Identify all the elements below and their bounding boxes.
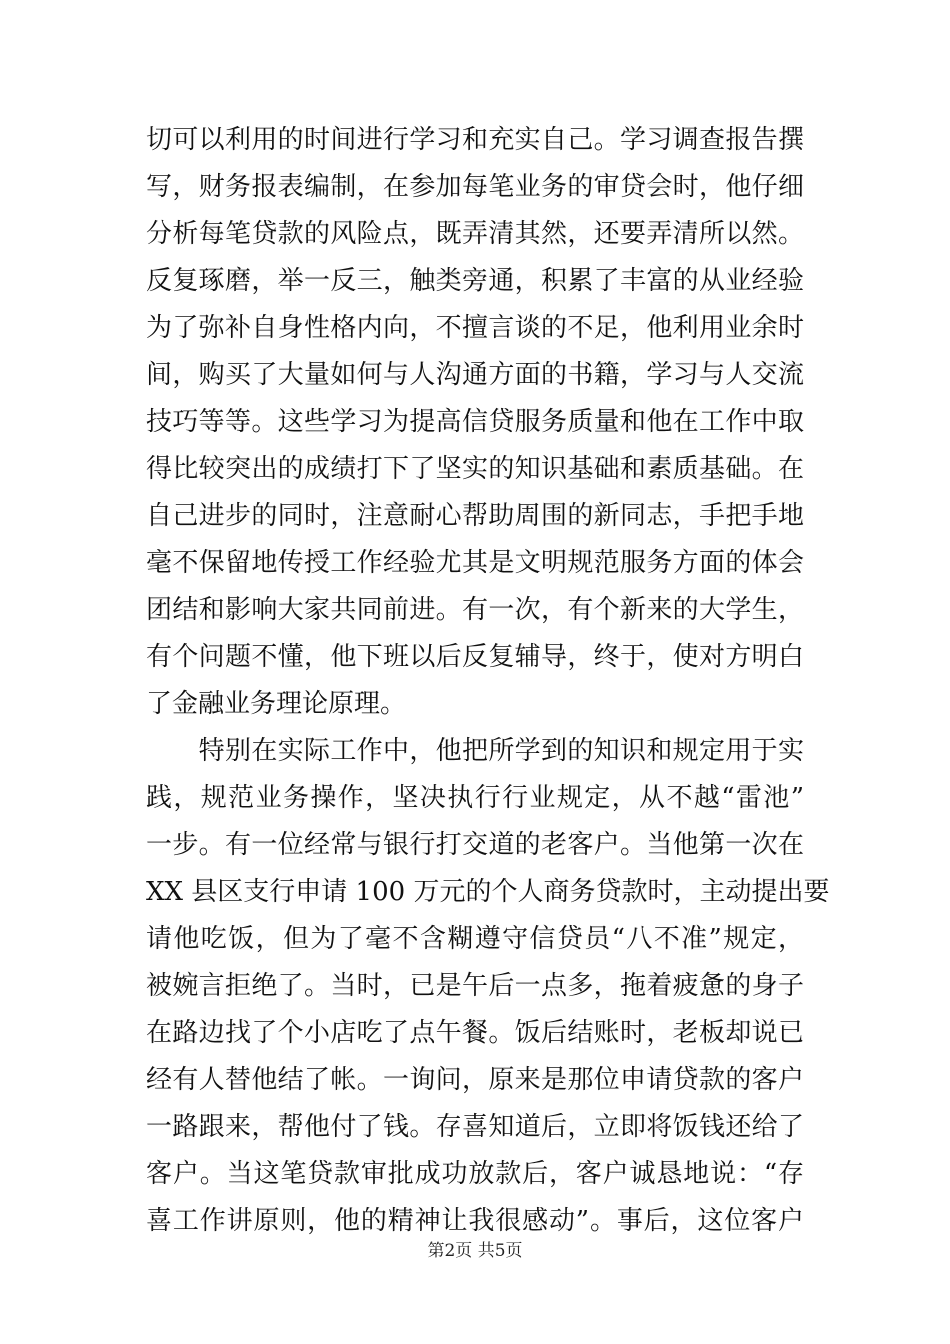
text-line: 了金融业务理论原理。 xyxy=(146,689,407,719)
text-line: 为了弥补自身性格内向，不擅言谈的不足，他利用业余时 xyxy=(146,313,804,343)
text-line: 请他吃饭，但为了毫不含糊遵守信贷员“八不准”规定， xyxy=(146,924,804,954)
text-line: 分析每笔贷款的风险点，既弄清其然，还要弄清所以然。 xyxy=(146,219,804,249)
text-line: 技巧等等。这些学习为提高信贷服务质量和他在工作中取 xyxy=(146,407,804,437)
text-line: 得比较突出的成绩打下了坚实的知识基础和素质基础。在 xyxy=(146,454,804,484)
text-line: XX 县区支行申请 100 万元的个人商务贷款时，主动提出要 xyxy=(146,877,830,907)
text-line: 经有人替他结了帐。一询问，原来是那位申请贷款的客户 xyxy=(146,1065,804,1095)
text-line: 一路跟来，帮他付了钱。存喜知道后，立即将饭钱还给了 xyxy=(146,1112,804,1142)
text-line: 切可以利用的时间进行学习和充实自己。学习调查报告撰 xyxy=(146,125,804,155)
page-footer: 第2页 共5页 xyxy=(427,1241,523,1261)
text-line: 反复琢磨，举一反三，触类旁通，积累了丰富的从业经验 xyxy=(146,266,804,296)
text-line: 一步。有一位经常与银行打交道的老客户。当他第一次在 xyxy=(146,830,804,860)
text-line: 毫不保留地传授工作经验尤其是文明规范服务方面的体会 xyxy=(146,548,804,578)
text-line: 写，财务报表编制，在参加每笔业务的审贷会时，他仔细 xyxy=(146,172,804,202)
text-line: 自己进步的同时，注意耐心帮助周围的新同志，手把手地 xyxy=(146,501,804,531)
text-line: 喜工作讲原则，他的精神让我很感动”。事后，这位客户 xyxy=(146,1206,804,1236)
text-line: 团结和影响大家共同前进。有一次，有个新来的大学生， xyxy=(146,595,804,625)
text-line: 客户。当这笔贷款审批成功放款后，客户诚恳地说：“存 xyxy=(146,1159,804,1189)
text-line: 有个问题不懂，他下班以后反复辅导，终于，使对方明白 xyxy=(146,642,804,672)
text-line: 被婉言拒绝了。当时，已是午后一点多，拖着疲惫的身子 xyxy=(146,971,804,1001)
text-line: 践，规范业务操作，坚决执行行业规定，从不越“雷池” xyxy=(146,783,804,813)
text-line: 间，购买了大量如何与人沟通方面的书籍，学习与人交流 xyxy=(146,360,804,390)
text-line: 在路边找了个小店吃了点午餐。饭后结账时，老板却说已 xyxy=(146,1018,804,1048)
text-line: 特别在实际工作中，他把所学到的知识和规定用于实 xyxy=(146,736,804,766)
